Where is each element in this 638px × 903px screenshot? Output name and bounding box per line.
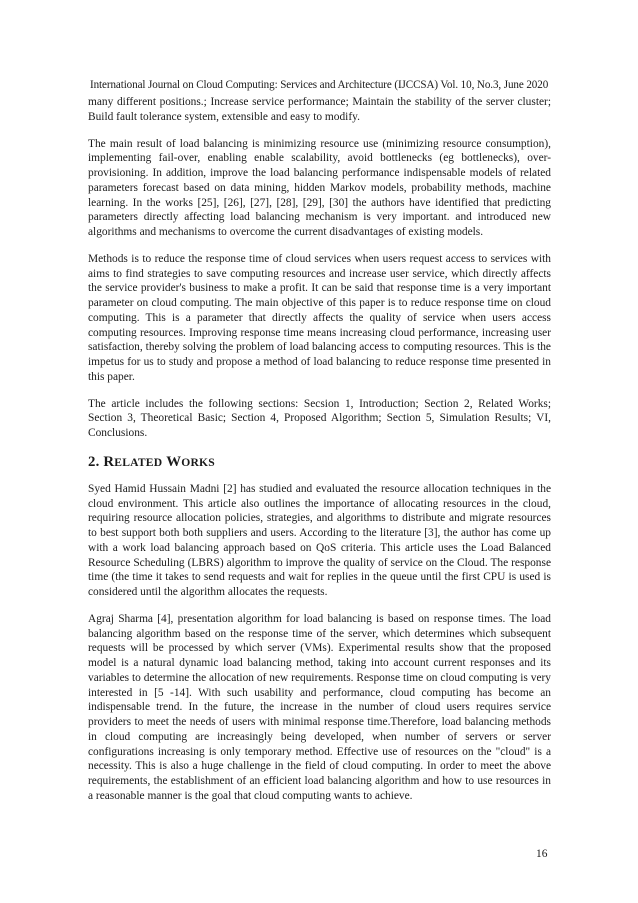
running-header: International Journal on Cloud Computing: Services and Architecture (IJCCSA) Vol. 10, No.3, June 2020 (90, 79, 549, 91)
paragraph-intro-continuation: many different positions.; Increase service performance; Maintain the stability of the server cluster; Build fault tolerance system, extensible and easy to modify. (88, 96, 551, 123)
section-title-elated: ELATED (114, 455, 163, 469)
section-title-orks: ORKS (181, 455, 215, 469)
page-number: 16 (536, 848, 548, 860)
paragraph-article-structure: The article includes the following sections: Secsion 1, Introduction; Section 2, Related Works; Section 3, Theoretical Basic; Section 4, Proposed Algorithm; Section 5, Simulation Results; VI, Conclusions. (88, 397, 551, 439)
section-title-r: R (103, 453, 115, 470)
paragraph-sharma: Agraj Sharma [4], presentation algorithm for load balancing is based on response times. The load balancing algorithm based on the response time of the server, which determines which subsequent requests will be processed by which server (VMs). Experimental results show that the proposed model is a natural dynamic load balancing method, taking into account current responses and its variables to determine the allocation of new requirements. Response time on cloud computing is very interested in [5 -14]. With such usability and performance, cloud computing has become an indispensable trend. In the future, the increase in the number of cloud users requires service providers to meet the needs of users with minimal response time.Therefore, load balancing methods in cloud computing are increasingly being developed, when number of servers or server configurations increasing is only temporary method. Effective use of resources on the "cloud" is a necessity. This is also a huge challenge in the field of cloud computing. In order to meet the above requirements, the establishment of an efficient load balancing algorithm and how to use resources in a reasonable manner is the goal that cloud computing wants to achieve. (88, 612, 551, 802)
section-heading-related-works (88, 453, 551, 472)
section-number: 2. (88, 453, 100, 470)
body-content (88, 95, 551, 816)
paragraph-response-time-methods: Methods is to reduce the response time of cloud services when users request access to services with aims to find strategies to save computing resources and increase user service, which directly affects the service provider's business to make a profit. It can be said that response time is a very important parameter on cloud computing. The main objective of this paper is to reduce response time on cloud computing. This is a parameter that directly affects the quality of service when users access computing resources. Improving response time means increasing cloud performance, increasing user satisfaction, thereby solving the problem of load balancing access to computing resources. This is the impetus for us to study and propose a method of load balancing to reduce response time presented in this paper. (88, 252, 551, 383)
paragraph-madni: Syed Hamid Hussain Madni [2] has studied and evaluated the resource allocation techniques in the cloud environment. This article also outlines the importance of allocating resources in the cloud, requiring resource allocation policies, strategies, and algorithms to distribute and migrate resources to best support both both suppliers and users. According to the literature [3], the author has come up with a work load balancing approach based on QoS criteria. This article uses the Load Balanced Resource Scheduling (LBRS) algorithm to improve the quality of service on the Cloud. The response time (the time it takes to send requests and wait for replies in the queue until the first CPU is used is considered until the algorithm allocates the requests. (88, 482, 551, 598)
paragraph-load-balancing-results: The main result of load balancing is minimizing resource use (minimizing resource consumption), implementing fail-over, enabling enable scalability, avoid bottlenecks (eg bottlenecks), over-provisioning. In addition, improve the load balancing performance indispensable models of related parameters forecast based on data mining, hidden Markov models, probability methods, machine learning. In the works [25], [26], [27], [28], [29], [30] the authors have identified that predicting parameters directly affecting load balancing mechanism is very important. and introduced new algorithms and mechanisms to overcome the current disadvantages of existing models. (88, 137, 551, 238)
section-title-w: W (166, 453, 182, 470)
